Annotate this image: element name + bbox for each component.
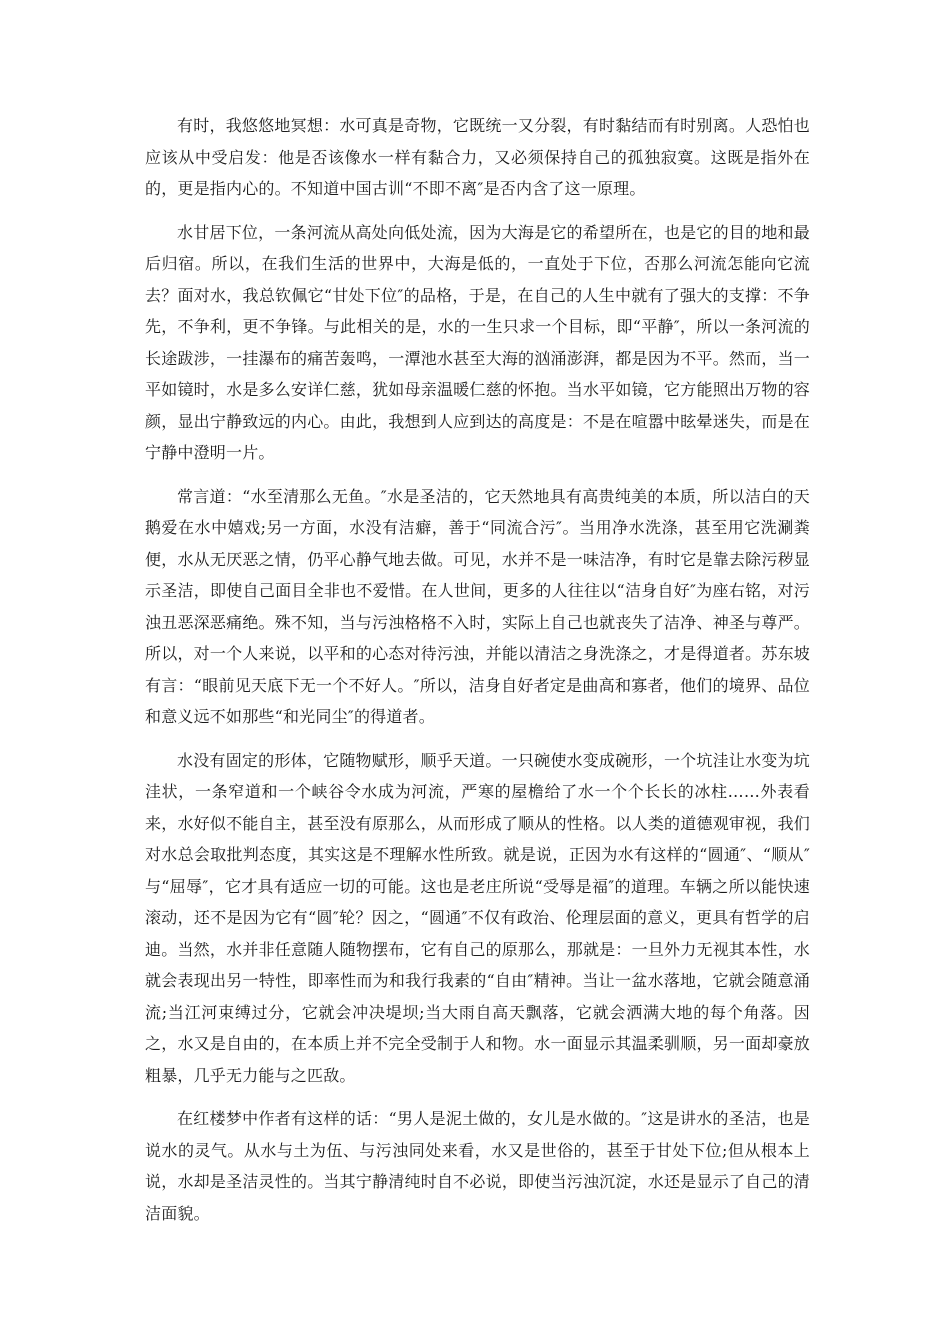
paragraph-1: 有时，我悠悠地冥想：水可真是奇物，它既统一又分裂，有时黏结而有时别离。人恐怕也应该从中受启发：他是否该像水一样有黏合力，又必须保持自己的孤独寂寞。这既是指外在的，更是指内心的。不知道中国古训“不即不离″是否内含了这一原理。 [145, 116, 810, 198]
paragraph-4: 水没有固定的形体，它随物赋形，顺乎天道。一只碗使水变成碗形，一个坑洼让水变为坑洼状，一条窄道和一个峡谷令水成为河流，严寒的屋檐给了水一个个长长的冰柱……外表看来，水好似不能自主，甚至没有原那么，从而形成了顺从的性格。以人类的道德观审视，我们对水总会取批判态度，其实这是不理解水性所致。就是说，正因为水有这样的“圆通″、“顺从″与“屈辱″，它才具有适应一切的可能。这也是老庄所说“受辱是福″的道理。车辆之所以能快速滚动，还不是因为它有“圆″轮？因之，“圆通″不仅有政治、伦理层面的意义，更具有哲学的启迪。当然，水并非任意随人随物摆布，它有自己的原那么，那就是：一旦外力无视其本性，水就会表现出另一特性，即率性而为和我行我素的“自由″精神。当让一盆水落地，它就会随意涌流;当江河束缚过分，它就会冲决堤坝;当大雨自高天飘落，它就会洒满大地的每个角落。因之，水又是自由的，在本质上并不完全受制于人和物。水一面显示其温柔驯顺，另一面却豪放粗暴，几乎无力能与之匹敌。 [145, 750, 810, 1085]
paragraph-5: 在红楼梦中作者有这样的话：“男人是泥土做的，女儿是水做的。″这是讲水的圣洁，也是说水的灵气。从水与土为伍、与污浊同处来看，水又是世俗的，甚至于甘处下位;但从根本上说，水却是圣洁灵性的。当其宁静清纯时自不必说，即使当污浊沉淀，水还是显示了自己的清洁面貌。 [145, 1109, 810, 1223]
paragraph-2: 水甘居下位，一条河流从高处向低处流，因为大海是它的希望所在，也是它的目的地和最后归宿。所以，在我们生活的世界中，大海是低的，一直处于下位，否那么河流怎能向它流去？面对水，我总钦佩它“甘处下位″的品格，于是，在自己的人生中就有了强大的支撑：不争先，不争利，更不争锋。与此相关的是，水的一生只求一个目标，即“平静″，所以一条河流的长途跋涉，一挂瀑布的痛苦轰鸣，一潭池水甚至大海的汹涌澎湃，都是因为不平。然而，当一平如镜时，水是多么安详仁慈，犹如母亲温暖仁慈的怀抱。当水平如镜，它方能照出万物的容颜，显出宁静致远的内心。由此，我想到人应到达的高度是：不是在喧嚣中眩晕迷失，而是在宁静中澄明一片。 [145, 222, 810, 462]
article-body [145, 110, 810, 1241]
paragraph-3: 常言道：“水至清那么无鱼。″水是圣洁的，它天然地具有高贵纯美的本质，所以洁白的天鹅爱在水中嬉戏;另一方面，水没有洁癖，善于“同流合污″。当用净水洗涤，甚至用它洗涮粪便，水从无厌恶之情，仍平心静气地去做。可见，水并不是一味洁净，有时它是靠去除污秽显示圣洁，即使自己面目全非也不爱惜。在人世间，更多的人往往以“洁身自好″为座右铭，对污浊丑恶深恶痛绝。殊不知，当与污浊格格不入时，实际上自己也就丧失了洁净、神圣与尊严。所以，对一个人来说，以平和的心态对待污浊，并能以清洁之身洗涤之，才是得道者。苏东坡有言：“眼前见天底下无一个不好人。″所以，洁身自好者定是曲高和寡者，他们的境界、品位和意义远不如那些“和光同尘″的得道者。 [145, 486, 810, 726]
